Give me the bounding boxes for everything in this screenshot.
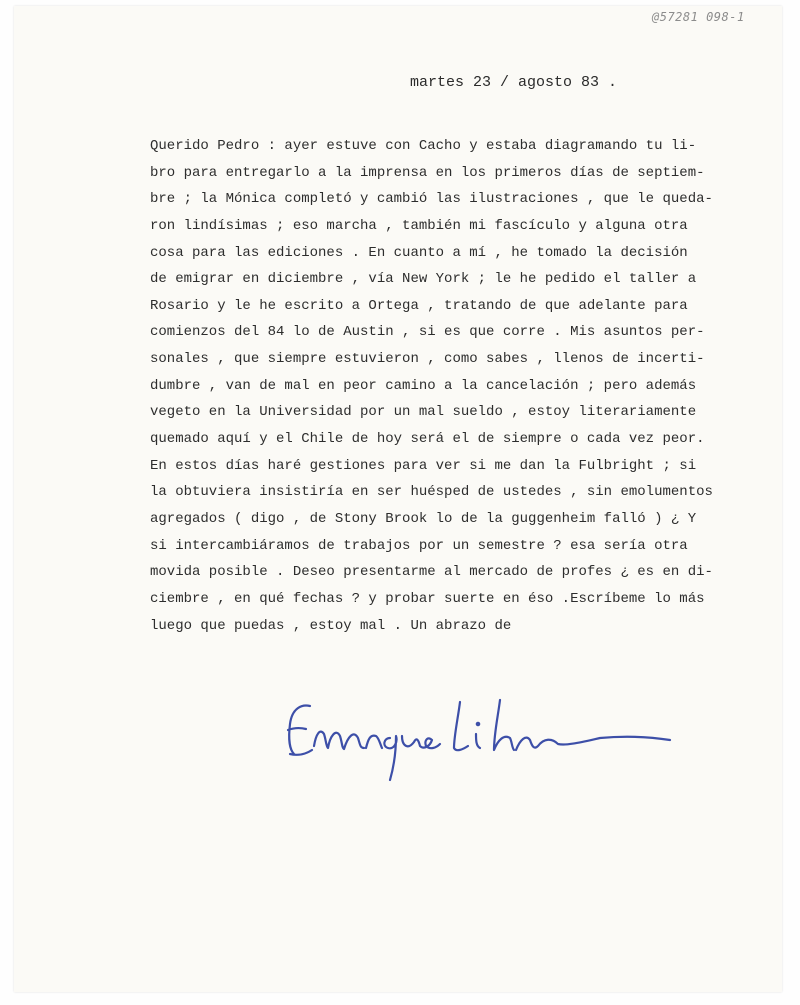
- body-line: agregados ( digo , de Stony Brook lo de la guggenheim falló ) ¿ Y: [150, 510, 697, 527]
- body-line: si intercambiáramos de trabajos por un semestre ? esa sería otra: [150, 537, 688, 554]
- body-line: bro para entregarlo a la imprensa en los primeros días de septiem-: [150, 164, 705, 181]
- body-line: movida posible . Deseo presentarme al mercado de profes ¿ es en di-: [150, 564, 713, 581]
- body-line: bre ; la Mónica completó y cambió las ilustraciones , que le queda-: [150, 191, 713, 208]
- body-line: Querido Pedro : ayer estuve con Cacho y estaba diagramando tu li-: [150, 138, 697, 154]
- body-line: Rosario y le he escrito a Ortega , tratando de que adelante para: [150, 297, 688, 314]
- body-line: sonales , que siempre estuvieron , como sabes , llenos de incerti-: [150, 351, 705, 368]
- body-line: vegeto en la Universidad por un mal sueldo , estoy literariamente: [150, 404, 697, 421]
- body-line: En estos días haré gestiones para ver si me dan la Fulbright ; si: [150, 457, 697, 474]
- body-line: cosa para las ediciones . En cuanto a mí , he tomado la decisión: [150, 244, 688, 261]
- body-line: ciembre , en qué fechas ? y probar suerte en éso .Escríbeme lo más: [150, 590, 705, 607]
- body-line: dumbre , van de mal en peor camino a la cancelación ; pero además: [150, 377, 697, 394]
- body-line: quemado aquí y el Chile de hoy será el de siempre o cada vez peor.: [150, 431, 705, 448]
- handwritten-signature: [282, 694, 682, 784]
- letter-body: [150, 136, 780, 642]
- body-line: la obtuviera insistiría en ser huésped de ustedes , sin emolumentos: [150, 484, 713, 501]
- body-line: de emigrar en diciembre , vía New York ; le he pedido el taller a: [150, 271, 697, 288]
- body-line: ron lindísimas ; eso marcha , también mi fascículo y alguna otra: [150, 217, 688, 234]
- letter-date: martes 23 / agosto 83 .: [410, 74, 618, 91]
- body-line: comienzos del 84 lo de Austin , si es que corre . Mis asuntos per-: [150, 324, 705, 341]
- archive-code: @57281 098-1: [652, 10, 745, 24]
- body-line: luego que puedas , estoy mal . Un abrazo de: [150, 617, 512, 634]
